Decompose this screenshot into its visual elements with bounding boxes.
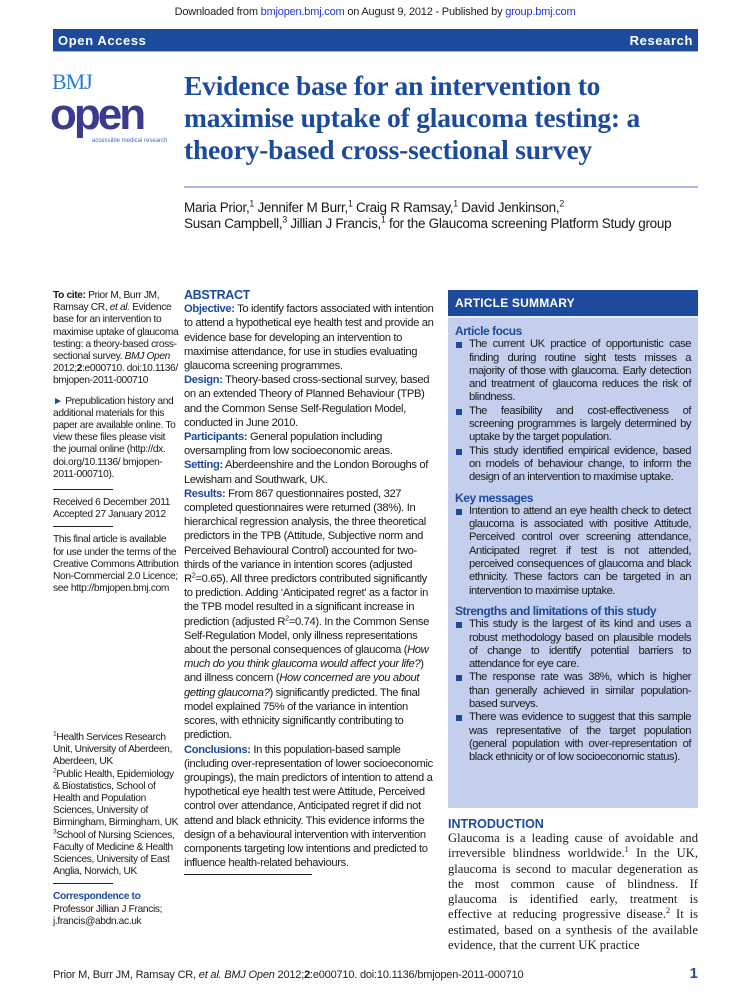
banner-text: Downloaded from — [174, 6, 261, 18]
text: Aberdeenshire and the London Boroughs of Lewisham and Southwark, UK. — [184, 459, 429, 486]
summary-item — [455, 445, 691, 485]
text: From 867 questionnaires posted, 327 completed questionnaires were returned (38%). In hierarchical regression analysis, the three theoretical predictors in the TPB (Attitude, Subjective norm and Perceived Behavioural Control) accounted for two-thirds of the variance in intention scores (adjusted R — [184, 487, 426, 586]
title-divider — [184, 186, 698, 188]
cite-year: 2012; — [53, 363, 77, 375]
abstract-setting — [184, 458, 436, 486]
abstract — [184, 288, 436, 875]
author-affiliation: 1 — [249, 198, 254, 209]
open-access-label: Open Access — [58, 33, 147, 48]
triangle-bullet-icon: ► — [53, 395, 66, 407]
author-affiliation: 1 — [347, 198, 353, 209]
text: To identify factors associated with intention to attend a hypothetical eye health test and provide an evidence base for developing an intervention to maximise attendance, for use in studies evaluating glaucoma screening programmes. — [184, 303, 434, 373]
label: Setting: — [184, 459, 223, 472]
text: It is estimated, based on a synthesis of the available evidence, that the current UK practice — [448, 907, 698, 953]
question: How much do you think glaucoma would affect your life? — [184, 644, 429, 671]
author-affiliation: 1 — [380, 214, 386, 225]
affiliation-text: Health Services Research Unit, University of Aberdeen, Aberdeen, UK — [53, 732, 172, 768]
abstract-end-rule — [184, 874, 312, 875]
text: Prior M, Burr JM, Ramsay CR, — [53, 969, 199, 981]
text: In the UK, glaucoma is second to macular degeneration as the most common cause of blindness. If glaucoma is identified early, treatment is effective at reducing progressive disease. — [448, 846, 698, 922]
label: Objective: — [184, 303, 235, 316]
introduction-text — [448, 831, 698, 953]
author: Susan Campbell, — [184, 216, 283, 231]
author: Jillian J Francis, — [290, 216, 381, 231]
logo-open: open — [50, 90, 144, 139]
text: ) significantly predicted. The final model explained 75% of the variance in intention scores, with ethnicity significantly contributing to prediction. — [184, 686, 420, 742]
abstract-conclusions — [184, 743, 436, 871]
article-summary-heading: ARTICLE SUMMARY — [448, 290, 698, 318]
abstract-heading: ABSTRACT — [184, 288, 250, 302]
left-sidebar — [53, 290, 179, 928]
square-bullet-icon — [456, 509, 462, 515]
banner-text: on August 9, 2012 - Published by — [344, 6, 506, 18]
square-bullet-icon — [456, 342, 462, 348]
citation-sidebar — [53, 290, 179, 732]
received-date: Received 6 December 2011 — [53, 497, 171, 509]
divider — [53, 489, 113, 490]
text: Glaucoma is a leading cause of avoidable and irreversible blindness worldwide. — [448, 831, 698, 861]
logo-tagline: accessible medical research — [92, 138, 168, 144]
bmj-open-logo — [52, 70, 177, 150]
author-affiliation: 1 — [453, 198, 458, 209]
section-label: Research — [629, 33, 693, 48]
affiliation-number: 2 — [53, 767, 57, 775]
licence-text: This final article is available for use under the terms of the Creative Commons Attribution Non-Commercial 2.0 Licence; see http://bmjopen.bmj.com — [53, 534, 179, 595]
article-summary-box — [448, 290, 698, 808]
footer-citation — [53, 969, 523, 981]
right-column — [448, 290, 698, 953]
etal: et al. — [198, 969, 222, 981]
cite-block — [53, 290, 179, 388]
text: In this population-based sample (including over-representation of lower socioeconomic groupings), the main predictors of intention to attend a hypothetical eye health test were Attitude, Perceived control over attendance, Anticipated regret if did not attend and black ethnicity. This evidence informs the design of a behavioural intervention with intervention components targeting low intentions and predicted to influence health-related behaviours. — [184, 743, 433, 870]
summary-section-title: Strengths and limitations of this study — [455, 603, 657, 618]
square-bullet-icon — [456, 622, 462, 628]
author-list — [184, 200, 684, 232]
logo-bmj: BMJ — [52, 69, 92, 94]
download-banner — [0, 6, 750, 18]
affiliation — [53, 732, 179, 769]
header-bar — [53, 29, 698, 52]
square-bullet-icon — [456, 409, 462, 415]
prepub-text[interactable]: Prepublication history and additional materials for this paper are available online. To view these files please visit the journal online (http://dx. doi.org/10.1136/ bmjopen-2011-000710). — [53, 395, 176, 480]
affiliation — [53, 830, 179, 879]
reference[interactable]: 1 — [624, 845, 629, 855]
cite-etal: et al. — [109, 302, 130, 314]
label: Design: — [184, 374, 223, 387]
volume: 2 — [304, 969, 310, 981]
square-bullet-icon — [456, 449, 462, 455]
summary-list — [455, 618, 691, 764]
abstract-design — [184, 373, 436, 430]
summary-item — [455, 671, 691, 711]
prepub-note — [53, 396, 179, 481]
author: Jennifer M Burr, — [257, 200, 348, 215]
introduction-heading: INTRODUCTION — [448, 817, 544, 831]
abstract-objective — [184, 302, 436, 373]
square-bullet-icon — [456, 715, 462, 721]
affiliation — [53, 769, 179, 830]
question: How concerned are you about getting glaucoma? — [184, 672, 420, 699]
correspondence-email[interactable]: j.francis@abdn.ac.uk — [53, 915, 142, 927]
sup: 2 — [285, 612, 289, 622]
summary-list — [455, 505, 691, 598]
text: ) and illness concern ( — [184, 658, 424, 685]
text: =0.65). All three predictors contributed significantly to prediction. Adding ‘Anticipated regret’ as a factor in the TPB model resulted in a significant increase in prediction (adjusted R — [184, 573, 428, 628]
label: Results: — [184, 487, 226, 500]
doi: :e000710. doi:10.1136/bmjopen-2011-000710 — [309, 969, 524, 981]
author-affiliation: 3 — [282, 214, 287, 225]
correspondence-label: Correspondence to — [53, 891, 141, 903]
summary-list — [455, 338, 691, 484]
correspondence-name: Professor Jillian J Francis; — [53, 903, 163, 915]
summary-section-title: Article focus — [455, 324, 522, 338]
abstract-results — [184, 487, 436, 743]
summary-item-text: This study is the largest of its kind and uses a robust methodology based on plausible models of change to identify potential barriers to attendance for eye care. — [469, 618, 691, 671]
text: =0.74). In the Common Sense Self-Regulation Model, only illness representations about the personal consequences of glaucoma ( — [184, 615, 429, 657]
cite-volume: 2 — [76, 363, 83, 375]
author-affiliation: 2 — [559, 198, 564, 209]
article-title: Evidence base for an intervention to maximise uptake of glaucoma testing: a theory-based cross-sectional survey — [184, 70, 641, 165]
page-number: 1 — [689, 965, 698, 982]
affiliation-number: 1 — [53, 730, 57, 738]
journal: BMJ Open — [221, 969, 275, 981]
text: Theory-based cross-sectional survey, based on an extended Theory of Planned Behaviour (TPB) and the Common Sense Self-Regulation Model, conducted in June 2010. — [184, 374, 430, 429]
divider — [53, 526, 113, 527]
summary-item — [455, 338, 691, 404]
divider — [53, 883, 113, 884]
author: for the Glaucoma screening Platform Study group — [389, 216, 672, 231]
affiliation-text: School of Nursing Sciences, Faculty of Medicine & Health Sciences, University of East Anglia, Norwich, UK — [53, 829, 175, 878]
author: Craig R Ramsay, — [355, 200, 454, 215]
accepted-date: Accepted 27 January 2012 — [53, 509, 166, 521]
cite-text: Evidence base for an intervention to maximise uptake of glaucoma testing: a theory-based cross-sectional survey. — [53, 302, 179, 363]
cite-text: Prior M, Burr JM, Ramsay CR, — [53, 290, 160, 314]
label: Participants: — [184, 431, 248, 444]
publisher-link[interactable]: group.bmj.com — [505, 6, 576, 18]
site-link[interactable]: bmjopen.bmj.com — [260, 6, 345, 18]
label: Conclusions: — [184, 743, 251, 756]
cite-doi: :e000710. doi:10.1136/ bmjopen-2011-000710 — [53, 363, 178, 387]
sup: 2 — [191, 570, 196, 580]
introduction-section — [448, 817, 698, 953]
abstract-participants — [184, 430, 436, 458]
year: 2012; — [274, 969, 305, 981]
cite-journal: BMJ Open — [124, 351, 170, 363]
affiliation-number: 3 — [53, 828, 57, 836]
square-bullet-icon — [456, 675, 462, 681]
author: David Jenkinson, — [461, 200, 560, 215]
affiliation-text: Public Health, Epidemiology & Biostatistics, School of Health and Population Sciences, University of Birmingham, Birmingham, UK — [53, 768, 179, 829]
summary-item-text: There was evidence to suggest that this sample was representative of the target population (general population with over-representation of black ethnicity or of low socioeconomic status). — [469, 711, 691, 764]
summary-item-text: The feasibility and cost-effectiveness of screening programmes is largely determined by uptake by the target population. — [469, 404, 691, 444]
summary-item — [455, 618, 691, 671]
summary-item-text: The response rate was 38%, which is higher than generally achieved in similar population-based surveys. — [469, 671, 691, 711]
summary-section-title: Key messages — [455, 490, 533, 505]
summary-item — [455, 711, 691, 764]
reference[interactable]: 2 — [666, 906, 671, 916]
summary-item-text: Intention to attend an eye health check to detect glaucoma is associated with positive Attitude, Perceived control over screening attendance, Anticipated regret if test is not attended, perceived consequences of glaucoma and black ethnicity. These factors can be targeted in an intervention to maximise uptake. — [469, 504, 691, 597]
summary-item — [455, 405, 691, 445]
affiliations — [53, 732, 179, 928]
text: General population including oversampling from low socioeconomic areas. — [184, 431, 393, 458]
author: Maria Prior, — [184, 200, 250, 215]
cite-label: To cite: — [53, 290, 86, 301]
summary-item — [455, 505, 691, 598]
summary-item-text: The current UK practice of opportunistic case finding during routine sight tests misses a majority of those with glaucoma. Early detection and treatment of glaucoma reduces the risk of blindness. — [469, 338, 691, 404]
summary-item-text: This study identified empirical evidence, based on models of behaviour change, to inform the design of an intervention to maximise uptake. — [469, 444, 691, 484]
